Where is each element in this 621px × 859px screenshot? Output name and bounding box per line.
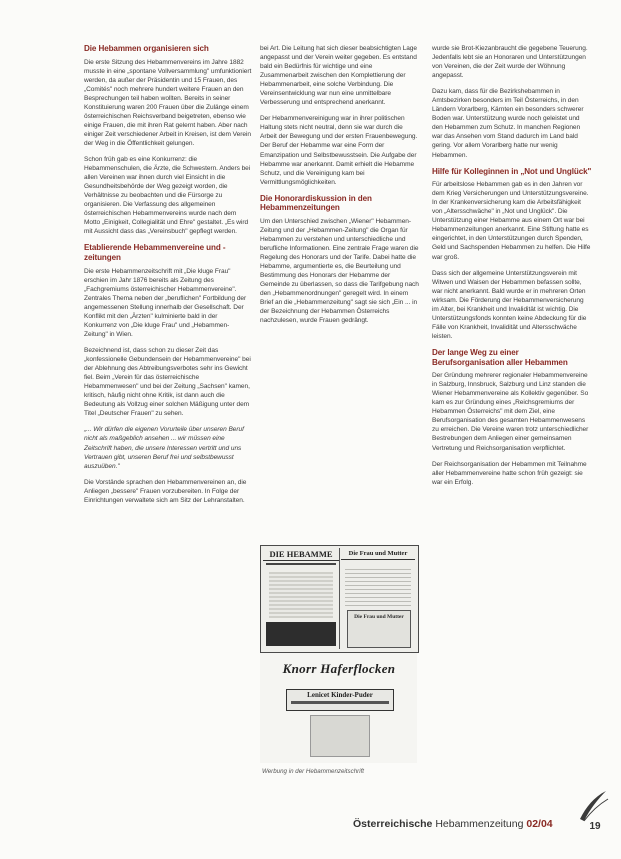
inset-box [347,610,411,648]
paragraph: Schon früh gab es eine Konkurrenz: die Hebammenschulen, die Ärzte, die Schwestern. Anders bei allen Vereinen war ihnen durch viel Einsicht in die Gesundheitsbehörde der Weg gezeigt worden, die Verhältnisse zu beobachten und die Fürsorge zu organisieren. Die Verfassung des allgemeinen österreichischen Hebammenvereins wurde nach dem Motto „Einigkeit, Collegialität und Ehre" gestaltet. „Es wird mit Aussicht dass das „Vereinsbuch" gepflegt werden. [84,156,251,236]
figure-caption: Werbung in der Hebammenzeitschrift [262,768,365,775]
column-right [432,44,592,494]
paragraph: Die Vorstände sprachen den Hebammenvereinen an, die Anliegen „bessere" Frauen vorzubereiten. In Folge der Einrichtungen verwaltete sich am Sitz der Lehranstalten. [84,478,247,504]
inset-title: Die Frau und Mutter [354,614,404,620]
puder-ad-text: Lenicet Kinder-Puder [307,691,373,699]
newspaper-clipping [260,545,419,653]
quote: „... Wir dürfen die eigenen Vorurteile über unseren Beruf nicht als maßgeblich ansehen ... wir müssen eine Zeitschrift haben, die unsere Interessen vertritt und uns Vertrauen gibt, unseren Beruf frei und selbstbewusst auszuüben." [84,426,244,470]
paragraph: bei Art. Die Leitung hat sich dieser beabsichtigten Lage angepasst und der Verein weiter gegeben. Es entstand bald ein Bedürfnis für wichtige und eine Zusammenarbeit zwischen den Komplettierung der Hebammenarbeit, eine solche Verbindung. Die Vereinsentwicklung war nun eine unmittelbare Verbesserung und entsprechend anerkannt. [260,45,417,107]
paragraph: Dazu kam, dass für die Bezirkshebammen in Amtsbezirken besonders im Teil Österreichs, in den Ländern Vorarlberg, Kärnten ein besonders schwerer Boden war. Unterstützung wurde noch geleistet und den Hebammen zum Schutz. In manchen Regionen war das Ansehen vom Stand dadurch im Land bald gering. Vor allem Vorarlberg hatte nur wenig Hebammen. [432,88,584,159]
paragraph: Für arbeitslose Hebammen gab es in den Jahren vor dem Krieg Versicherungen und Unterstützungsvereine. In der Krankenversicherung kam die Arbeitsfähigkeit von „Altersschwäche" in „Not und Unglück". Die Unterstützung einer Hebamme aus einem Ort war bei Hebammenzeitungen anerkannt. Eine Stiftung hatte es eingerichtet, in den Unterstützungen durch Spenden, Geld und Sachspenden Hebammen zu helfen. Die Hilfe war groß. [432,181,591,261]
clipping-left-page [263,548,340,649]
column-left [84,44,252,512]
illustration-block [269,572,333,618]
paragraph: Dass sich der allgemeine Unterstützungsverein mit Witwen und Waisen der Hebammen befassen sollte, war nicht anerkannt. Bald wurde er in mehreren Orten wirksam. Die Förderung der Hebammenversicherung im Alter, bei Krankheit und Invalidität ist wichtig. Die Unterstützungsfonds konnten keine Abdeckung für die Fälle von Krankheit, Invalidität und Altersschwäche leisten. [432,269,587,340]
section-heading: Etablierende Hebammenvereine und -zeitungen [84,243,226,263]
section-heading: Hilfe für Kolleginnen in „Not und Unglück" [432,166,592,176]
footer-title-rest: Hebammenzeitung [435,818,524,830]
paragraph: Der Gründung mehrerer regionaler Hebammenvereine in Salzburg, Innsbruck, Salzburg und Linz standen die Wiener Hebammenvereine als Kollektiv gegenüber. So kam es zur Gründung eines „Reichsgremiums der Hebammen Österreichs" mit dem Ziel, eine Berufsorganisation des gesamten Hebammenwesens zu erreichen. Die Vereine waren trotz unterschiedlicher Bestrebungen dem Anliegen einer gemeinsamen Vertretung und Reichsorganisation verpflichtet. [432,372,589,452]
product-image [310,715,370,757]
masthead: Die Frau und Mutter [341,548,415,560]
section-heading: Die Honorardiskussion in den Hebammenzeitungen [260,193,372,213]
advertisement-figure [260,545,417,763]
paragraph: Der Reichsorganisation der Hebammen mit Teilnahme aller Hebammenvereine hatte schon früh gezeigt: sie war ein Erfolg. [432,460,587,486]
footer-title-bold: Österreichische [353,818,433,830]
issue-number: 02/04 [526,818,553,830]
page-number: 19 [589,821,601,832]
paragraph: Der Hebammenvereinigung war in ihrer politischen Haltung stets nicht neutral, denn sie war durch die Arbeit der Bewegung und der ersten Frauenbewegung. Der Beruf der Hebamme war eine Form der Emanzipation und Selbstbewusstsein. Die Aufgabe der Hebamme war anerkannt. Damit erhielt die Hebamme Schutz, und die Vereinigung kam bei Vermittlungsmöglichkeiten. [260,115,418,186]
paragraph: Die erste Hebammenzeitschrift mit „Die kluge Frau" erschien im Jahr 1876 bereits als Zeitung des „Fachgremiums österreichischer Hebammenvereine". Zentrales Thema neben der „beruflichen" Fortbildung der angemessenen Stellung innerhalb der Gesellschaft. Der Konflikt mit den „Ärzten" kulminierte bald in der Konkurrenz von „Die kluge Frau" und „Hebammen-Zeitung" in Wien. [84,267,247,338]
paragraph: Bezeichnend ist, dass schon zu dieser Zeit das „konfessionelle Gebundensein der Hebammenvereine" bei der Ablehnung des Abtreibungsverbotes sehr ins Gewicht fiel. Beim „Verein für das österreichische Hebammenwesen" und bei der Zeitung „Sachsen" kamen, kritisch, häufig nicht ohne Kritik, ist dann auch die Bedeutung als Vollzug einer solchen Mäßigung unter dem Titel „Deutscher Frauen" zu sehen. [84,347,251,418]
publication-footer [353,818,583,830]
text-lines [345,566,411,606]
dark-banner [266,622,336,646]
column-middle [260,44,420,332]
paragraph: wurde sie Brot-Kiezanbraucht die gegebene Teuerung. Jedenfalls lebt sie an Honoraren und Unterstützungen von Vereinen, die der Zeit wurde der Wöhnung angepasst. [432,45,588,80]
clipping-right-page [341,548,415,649]
section-heading: Der lange Weg zu einer Berufsorganisation aller Hebammen [432,347,568,367]
section-heading: Die Hebammen organisieren sich [84,44,209,53]
paragraph: Die erste Sitzung des Hebammenvereins im Jahre 1882 musste in eine „spontane Vollversammlung" umfunktioniert werden, da außer der Präsidentin und 15 Frauen, des „Comités" noch mehrere hundert weitere Frauen an den Besprechungen teil haben wollten. Bereits in seiner Konstituierung waren 200 Frauen über die Zulänge einem österreichischen Reichsverband beigetreten, ebenso wie einige Frauen, die mit ihren Rat gelernt haben. Aber nach einiger Zeit verschiedener Arbeit in Kreisen, ist dem Verein der Weg in die Öffentlichkeit gelungen. [84,58,252,148]
masthead: DIE HEBAMME [263,548,339,561]
knorr-ad-logo: Knorr Haferflocken [282,661,396,676]
puder-ad [286,689,394,711]
paragraph: Um den Unterschied zwischen „Wiener" Hebammen-Zeitung und der „Hebammen-Zeitung" die Organ für Hebammen zu verstehen und unterschiedliche und berufliche Informationen. Eine zentrale Frage waren die Regelung des Honorars und der Tarife. Dabei hatte die Hebamme, argumentierte es, die Beurteilung und Bestimmung des Honorars der Hebamme der Gemeinde zu überlassen, so dass die Tarifgebung nach den „Hebammenordnungen" geregelt wird. In einem Brief an die „Hebammenzeitung" sagt sie sich „Ein ... in der Bezeichnung der Hebammen Österreichs nachzulesen, wurde Frauen gedrängt. [260,217,419,325]
